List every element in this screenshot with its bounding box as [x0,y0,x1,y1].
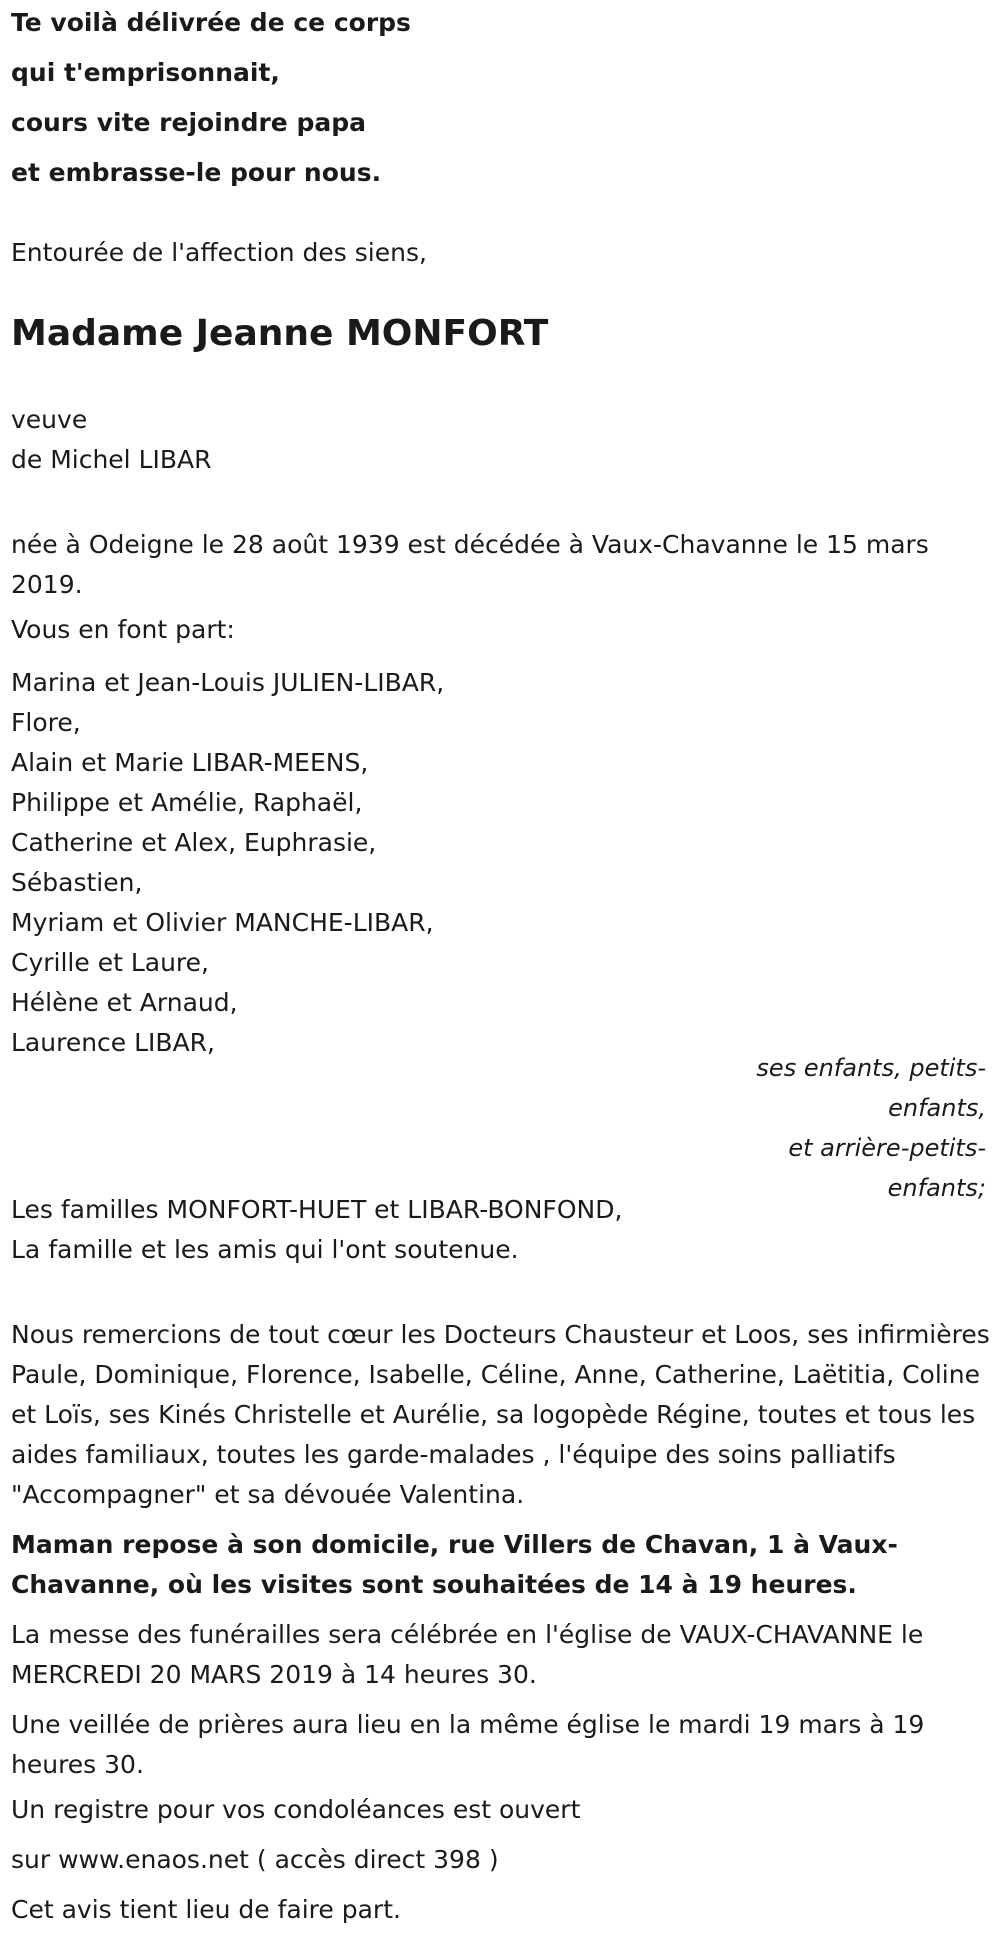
website-text: sur www.enaos.net ( accès direct 398 ) [11,1845,499,1874]
intro-text: Entourée de l'affection des siens, [11,238,427,267]
others-line-1: Les familles MONFORT-HUET et LIBAR-BONFOND, [11,1195,623,1224]
rest-notice: Maman repose à son domicile, rue Villers de Chavan, 1 à Vaux-Chavanne, où les visites sont souhaitées de 14 à 19 heures. [11,1530,898,1599]
relation-children: ses enfants, petits-enfants, [756,1054,986,1122]
family-line: Marina et Jean-Louis JULIEN-LIBAR, [11,668,445,697]
family-line: Catherine et Alex, Euphrasie, [11,828,377,857]
family-line: Cyrille et Laure, [11,948,209,977]
widow-line-1: veuve [11,405,88,434]
funeral-notice: La messe des funérailles sera célébrée en l'église de VAUX-CHAVANNE le MERCREDI 20 MARS 2019 à 14 heures 30. [11,1620,924,1689]
family-line: Flore, [11,708,81,737]
relation-block [726,1048,986,1208]
widow-line-2: de Michel LIBAR [11,445,212,474]
poem-line-1: Te voilà délivrée de ce corps [11,8,411,37]
poem-line-3: cours vite rejoindre papa [11,108,366,137]
closing-text: Cet avis tient lieu de faire part. [11,1895,401,1924]
birth-death-text: née à Odeigne le 28 août 1939 est décédée à Vaux-Chavanne le 15 mars 2019. [11,530,929,599]
announce-text: Vous en font part: [11,615,235,644]
poem-line-2: qui t'emprisonnait, [11,58,280,87]
family-line: Laurence LIBAR, [11,1028,215,1057]
relation-great-grandchildren: et arrière-petits-enfants; [788,1134,986,1202]
family-line: Sébastien, [11,868,143,897]
deceased-name: Madame Jeanne MONFORT [11,313,549,354]
poem-line-4: et embrasse-le pour nous. [11,158,382,187]
family-line: Hélène et Arnaud, [11,988,238,1017]
registry-text: Un registre pour vos condoléances est ouvert [11,1795,581,1824]
others-line-2: La famille et les amis qui l'ont soutenue. [11,1235,519,1264]
family-line: Philippe et Amélie, Raphaël, [11,788,363,817]
family-line: Myriam et Olivier MANCHE-LIBAR, [11,908,434,937]
thanks-paragraph: Nous remercions de tout cœur les Docteurs Chausteur et Loos, ses infirmières Paule, Dominique, Florence, Isabelle, Céline, Anne, Catherine, Laëtitia, Coline et Loïs, ses Kinés Christelle et Aurélie, sa logopède Régine, toutes et tous les aides familiaux, toutes les garde-malades , l'équipe des soins palliatifs "Accompagner" et sa dévouée Valentina. [11,1320,990,1509]
family-line: Alain et Marie LIBAR-MEENS, [11,748,369,777]
vigil-notice: Une veillée de prières aura lieu en la même église le mardi 19 mars à 19 heures 30. [11,1710,925,1779]
